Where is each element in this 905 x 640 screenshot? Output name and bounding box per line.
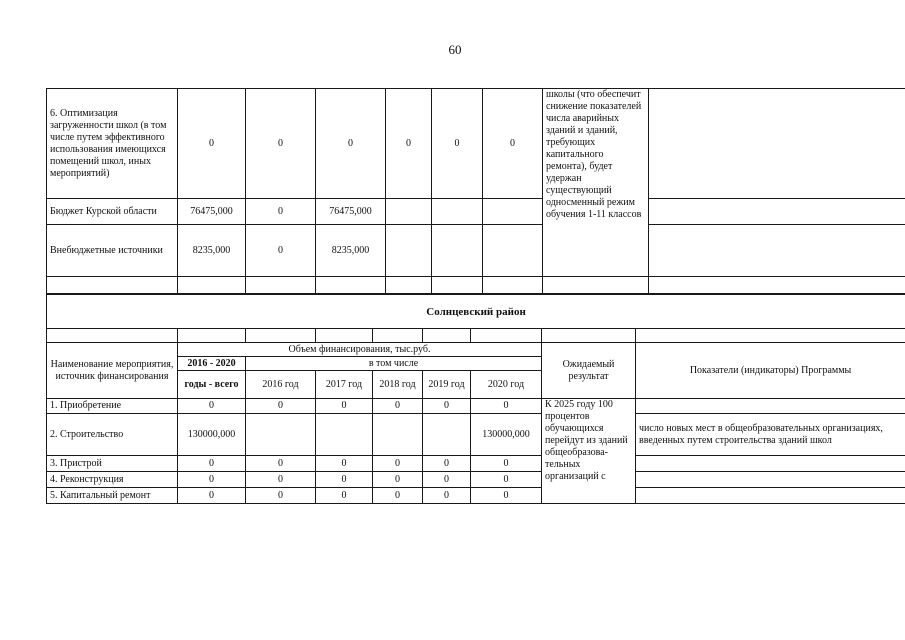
cell-2017: 8235,000 xyxy=(316,225,386,277)
cell-2018 xyxy=(386,199,432,225)
header-year-2016: 2016 год xyxy=(246,371,316,399)
cell-2020: 0 xyxy=(483,89,543,199)
cell-2016: 0 xyxy=(246,399,316,414)
funding-table-solntsevo xyxy=(46,294,905,504)
cell-total: 0 xyxy=(178,89,246,199)
indicator-cell xyxy=(636,399,905,414)
header-volume: Объем финансирования, тыс.руб. xyxy=(178,343,542,357)
cell-2019: 0 xyxy=(423,456,471,472)
row-name: 2. Строительство xyxy=(47,414,178,456)
header-total-label: годы - всего xyxy=(178,371,246,399)
cell-total: 0 xyxy=(178,456,246,472)
table-row xyxy=(47,456,905,472)
header-total-years: 2016 - 2020 xyxy=(178,357,246,371)
cell-2020: 0 xyxy=(471,399,542,414)
cell-2020: 0 xyxy=(471,472,542,488)
indicator-cell xyxy=(636,488,905,504)
row-name: 6. Оптимизация загруженности школ (в том числе путем эффективного использования имеющихся помещений школ, иных мероприятий) xyxy=(47,89,178,199)
cell-2019: 0 xyxy=(432,89,483,199)
expected-result: К 2025 году 100 процентов обучающихся перейдут из зданий общеобразова-тельных организаций с xyxy=(542,399,636,504)
cell-total: 76475,000 xyxy=(178,199,246,225)
cell-2018: 0 xyxy=(386,89,432,199)
table-row xyxy=(47,488,905,504)
table-row xyxy=(47,472,905,488)
cell-2016: 0 xyxy=(246,89,316,199)
cell-2019: 0 xyxy=(423,488,471,504)
header-result: Ожидаемый результат xyxy=(542,343,636,399)
cell-2020: 130000,000 xyxy=(471,414,542,456)
header-year-2020: 2020 год xyxy=(471,371,542,399)
header-name: Наименование мероприятия, источник финансирования xyxy=(47,343,178,399)
section-title: Солнцевский район xyxy=(47,295,905,329)
header-year-2018: 2018 год xyxy=(373,371,423,399)
cell-2018: 0 xyxy=(373,399,423,414)
indicator-cell xyxy=(649,199,905,225)
indicator-cell xyxy=(649,89,905,199)
row-name: Внебюджетные источники xyxy=(47,225,178,277)
cell-2020: 0 xyxy=(471,488,542,504)
cell-2018: 0 xyxy=(373,456,423,472)
cell-total: 0 xyxy=(178,488,246,504)
cell-2016: 0 xyxy=(246,225,316,277)
cell-2019 xyxy=(423,414,471,456)
cell-total: 130000,000 xyxy=(178,414,246,456)
cell-2016: 0 xyxy=(246,199,316,225)
indicator-cell xyxy=(636,456,905,472)
cell-2016: 0 xyxy=(246,488,316,504)
indicator-cell xyxy=(649,225,905,277)
cell-total: 0 xyxy=(178,472,246,488)
table-row xyxy=(47,399,905,414)
cell-2017: 0 xyxy=(316,456,373,472)
table-row xyxy=(47,225,905,277)
cell-total: 0 xyxy=(178,399,246,414)
header-row xyxy=(47,343,905,357)
cell-2018: 0 xyxy=(373,488,423,504)
cell-2020 xyxy=(483,225,543,277)
cell-2019 xyxy=(432,225,483,277)
header-including: в том числе xyxy=(246,357,542,371)
indicator-text: число новых мест в общеобразовательных организациях, введенных путем строительства зданий школ xyxy=(636,414,905,456)
funding-table-continued xyxy=(46,88,905,294)
table-row xyxy=(47,414,905,456)
cell-2017: 0 xyxy=(316,89,386,199)
table-row-empty xyxy=(47,277,905,294)
cell-2020: 0 xyxy=(471,456,542,472)
row-name: 5. Капитальный ремонт xyxy=(47,488,178,504)
table-row xyxy=(47,89,905,199)
cell-2016: 0 xyxy=(246,456,316,472)
cell-2017: 76475,000 xyxy=(316,199,386,225)
table-row xyxy=(47,199,905,225)
row-name: Бюджет Курской области xyxy=(47,199,178,225)
cell-2017: 0 xyxy=(316,472,373,488)
table-row-empty xyxy=(47,329,905,343)
cell-2019: 0 xyxy=(423,399,471,414)
cell-2018 xyxy=(373,414,423,456)
expected-result: школы (что обеспечит снижение показателей числа аварийных зданий и зданий, требующих капитального ремонта), будет удержан существующий односменный режим обучения 1-11 классов xyxy=(543,89,649,277)
cell-2019: 0 xyxy=(423,472,471,488)
cell-2017: 0 xyxy=(316,399,373,414)
header-year-2019: 2019 год xyxy=(423,371,471,399)
row-name: 4. Реконструкция xyxy=(47,472,178,488)
cell-2020 xyxy=(483,199,543,225)
header-year-2017: 2017 год xyxy=(316,371,373,399)
row-name: 3. Пристрой xyxy=(47,456,178,472)
cell-2017: 0 xyxy=(316,488,373,504)
cell-2019 xyxy=(432,199,483,225)
cell-2016 xyxy=(246,414,316,456)
cell-2018: 0 xyxy=(373,472,423,488)
cell-total: 8235,000 xyxy=(178,225,246,277)
cell-2016: 0 xyxy=(246,472,316,488)
page-number: 60 xyxy=(448,42,462,57)
row-name: 1. Приобретение xyxy=(47,399,178,414)
indicator-cell xyxy=(636,472,905,488)
cell-2018 xyxy=(386,225,432,277)
cell-2017 xyxy=(316,414,373,456)
header-indicators: Показатели (индикаторы) Программы xyxy=(636,343,905,399)
